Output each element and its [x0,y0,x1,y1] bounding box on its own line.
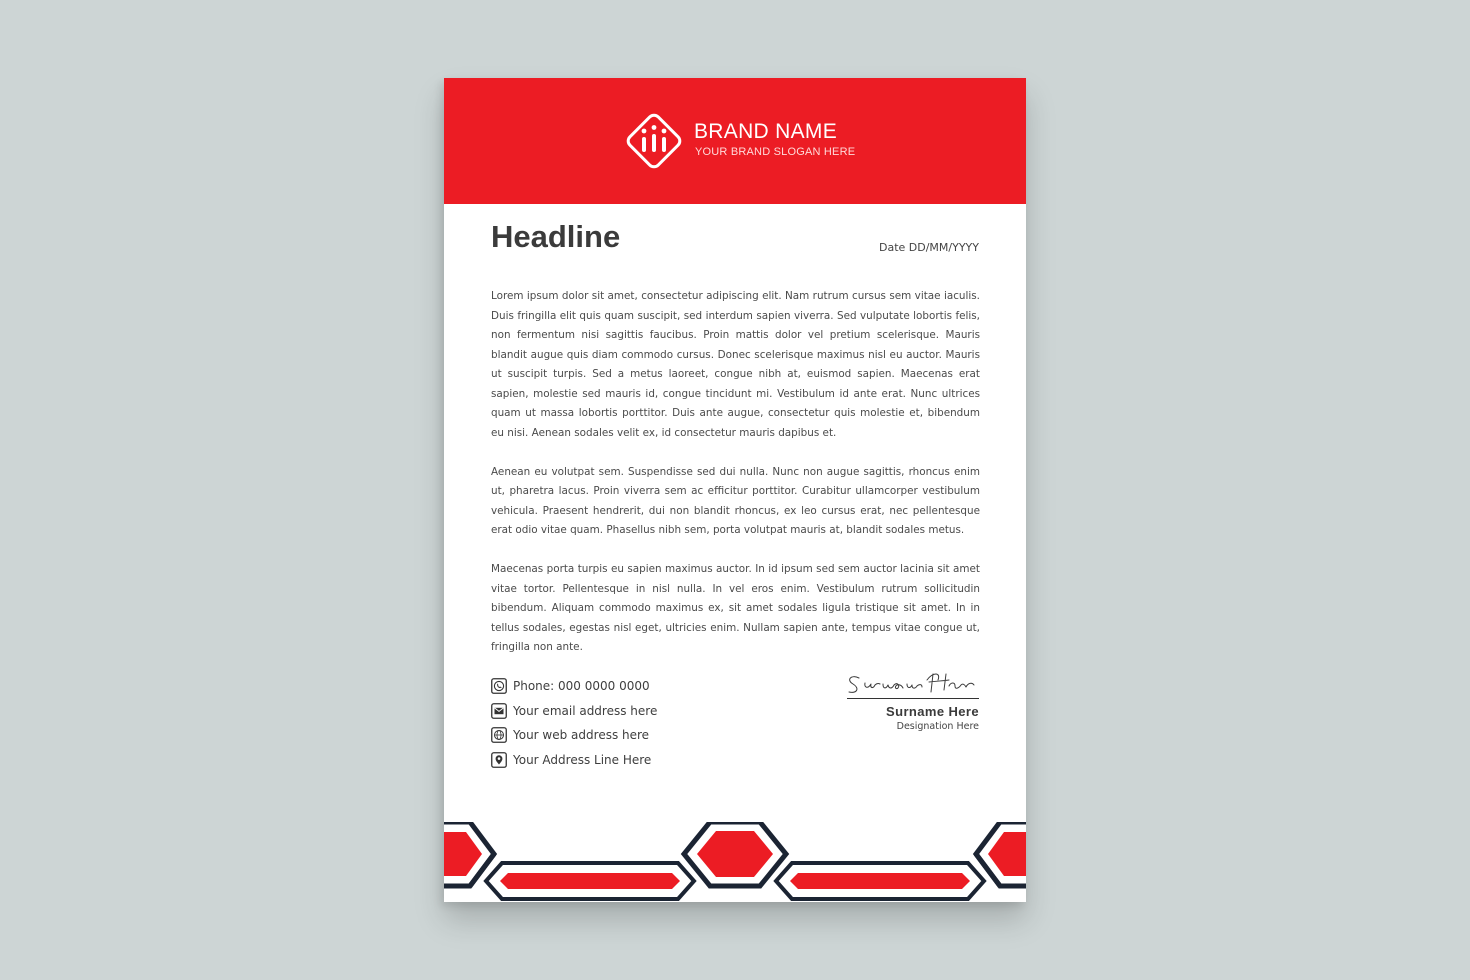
globe-icon [491,727,507,743]
letterhead-header [444,78,1026,204]
footer-decoration [444,822,1026,902]
phone-icon [491,678,507,694]
headline: Headline [491,219,621,254]
body-paragraph: Aenean eu volutpat sem. Suspendisse sed dui nulla. Nunc non augue sagittis, rhoncus enim ut, pharetra lacus. Proin viverra sem ac efficitur porttitor. Curabitur ullamcorper vestibulum vehicula. Praesent hendrerit, dui non blandit rhoncus, ex leo cursus erat, nec pellentesque erat odio vitae quam. Phasellus nibh sem, porta volutpat mauris at, blandit sodales metus. [491,465,980,536]
email-icon [491,703,507,719]
signer-name: Surname Here [886,704,979,719]
letterhead-page [444,78,1026,902]
body-paragraph: Lorem ipsum dolor sit amet, consectetur adipiscing elit. Nam rutrum cursus sem vitae iaculis. Duis fringilla elit quis quam suscipit, sed interdum sapien viverra. Sed vulputate lobortis felis, non fermentum nisi sagittis faucibus. Proin mattis dolor vel pretium scelerisque. Mauris blandit augue quis diam commodo cursus. Donec scelerisque maximus nisl eu auctor. Mauris ut suscipit turpis. Sed a metus laoreet, congue nibh at, euismod sapien. Maecenas erat sapien, molestie sed mauris id, congue tincidunt mi. Vestibulum id ante erat. Nunc ultrices quam ut massa lobortis porttitor. Duis ante augue, consectetur quis molestie et, bibendum eu nisi. Aenean sodales velit ex, id consectetur mauris dapibus et. [491,290,980,439]
brand-name: BRAND NAME [694,120,838,143]
contact-email [491,699,657,724]
body-paragraph: Maecenas porta turpis eu sapien maximus auctor. In id ipsum sed sem auctor lacinia sit amet vitae tortor. Pellentesque in nisl nulla. In vel eros enim. Vestibulum rutrum sollicitudin bibendum. Aliquam commodo maximus ex, sit amet sodales ligula tristique sit amet. In in tellus sodales, egestas nisl eget, ultricies enim. Nullam sapien ante, tempus vitae congue ut, fringilla non ante. [491,563,980,653]
handwritten-signature [845,668,979,698]
contact-phone [491,674,657,699]
brand-logo-icon [620,107,688,175]
contact-text: Phone: 000 0000 0000 [513,679,650,694]
contact-text: Your email address here [513,703,658,718]
contact-text: Your Address Line Here [513,752,652,767]
location-pin-icon [491,752,507,768]
signer-designation: Designation Here [896,721,979,732]
letter-body [491,287,980,677]
date: Date DD/MM/YYYY [879,241,979,254]
signature-block [839,668,979,732]
contact-text: Your web address here [513,728,650,743]
contact-web [491,723,657,748]
contact-address [491,748,657,773]
contact-list [491,674,657,772]
signature-line [847,698,979,699]
brand-slogan: YOUR BRAND SLOGAN HERE [695,146,856,158]
